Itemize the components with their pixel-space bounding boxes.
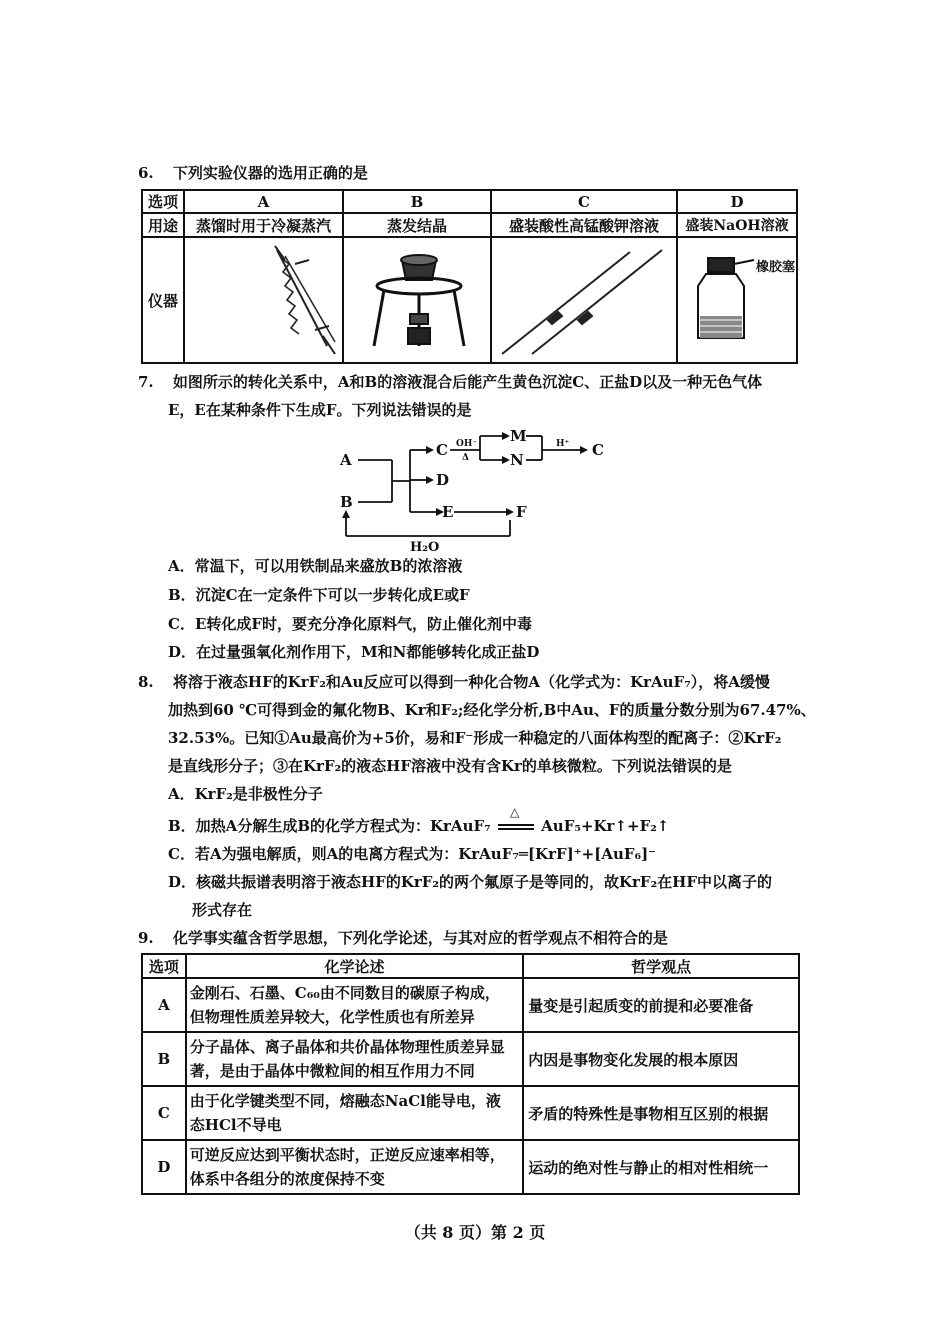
q9-header-statement: 化学论述: [186, 954, 523, 978]
q6-opt-a-usage: 蒸馏时用于冷凝蒸汽: [184, 213, 343, 237]
q9-row-b-statement: [186, 1032, 523, 1086]
q7-number: 7.: [138, 373, 154, 391]
q8-option-d2: 形式存在: [192, 901, 253, 919]
q8-line1-wrap: [138, 671, 770, 692]
q6-opt-d-image: [677, 237, 797, 363]
page-footer: （共 8 页）第 2 页: [404, 1223, 546, 1242]
q6-stem: 下列实验仪器的选用正确的是: [172, 164, 368, 182]
q7-node-m: M: [510, 427, 527, 445]
q7-node-f: F: [516, 503, 527, 521]
q9-row-d-statement-1: 可逆反应达到平衡状态时，正逆反应速率相等，: [189, 1146, 505, 1164]
q6-number: 6.: [138, 164, 154, 182]
q7-option-c: C．E转化成F时，要充分净化原料气，防止催化剂中毒: [168, 615, 533, 633]
q8-option-c: C．若A为强电解质，则A的电离方程式为：KrAuF₇═[KrF]⁺+[AuF₆]⁻: [168, 845, 657, 863]
q9-row-c-view: 矛盾的特殊性是事物相互区别的根据: [523, 1086, 799, 1140]
evaporating-dish-tripod-icon: [344, 238, 490, 358]
q7-label-oh: OH⁻: [456, 439, 478, 449]
burettes-icon: [492, 238, 676, 358]
q8-number: 8.: [138, 673, 154, 691]
q8-option-b: [168, 805, 670, 836]
q8-heat-symbol: △: [509, 805, 520, 819]
q6-stem-line: [138, 163, 368, 183]
q6-table: [141, 189, 798, 364]
q6-stopper-label: 橡胶塞: [756, 260, 796, 275]
q9-row-c-option: C: [142, 1086, 186, 1140]
q7-option-d: D．在过量强氧化剂作用下，M和N都能够转化成正盐D: [168, 643, 540, 661]
q6-opt-c-image: [491, 237, 677, 363]
q9-row-d-statement-2: 体系中各组分的浓度保持不变: [189, 1170, 385, 1188]
condenser-icon: [185, 238, 342, 358]
q7-stem1: 如图所示的转化关系中，A和B的溶液混合后能产生黄色沉淀C、正盐D以及一种无色气体: [172, 373, 763, 391]
q8-line3: 32.53%。已知①Au最高价为+5价，易和F⁻形成一种稳定的八面体构型的配离子：②KrF₂: [168, 729, 782, 747]
q9-row-d-statement: [186, 1140, 523, 1194]
q7-node-a: A: [340, 451, 352, 469]
q9-table: [141, 953, 800, 1195]
q7-stem-line1: [138, 371, 762, 392]
q7-node-c2: C: [592, 441, 604, 459]
q7-conversion-diagram: [330, 424, 620, 554]
q8-heat-arrow: [496, 805, 536, 835]
q9-row-b-statement-2: 著，是由于晶体中微粒间的相互作用力不同: [189, 1062, 475, 1080]
q6-instrument-label: 仪器: [142, 237, 184, 363]
q9-row-a-statement-2: 但物理性质差异较大，化学性质也有所差异: [189, 1008, 475, 1026]
q9-stem-line: [138, 927, 668, 948]
q7-label-water: H₂O: [410, 540, 440, 554]
q7-node-b: B: [340, 493, 353, 511]
q8-option-a: A．KrF₂是非极性分子: [168, 785, 323, 803]
q8-line1: 将溶于液态HF的KrF₂和Au反应可以得到一种化合物A（化学式为：KrAuF₇），将A缓慢: [172, 673, 770, 691]
q9-row-d-option: D: [142, 1140, 186, 1194]
q9-row-b-view: 内因是事物变化发展的根本原因: [523, 1032, 799, 1086]
q9-row-b-option: B: [142, 1032, 186, 1086]
q7-node-c: C: [436, 441, 448, 459]
q9-stem: 化学事实蕴含哲学思想，下列化学论述，与其对应的哲学观点不相符合的是: [172, 929, 668, 947]
q6-opt-c-letter: C: [491, 190, 677, 213]
q9-row-a-statement: [186, 978, 523, 1032]
q9-row-a-statement-1: 金刚石、石墨、C₆₀由不同数目的碳原子构成，: [189, 984, 500, 1002]
q6-usage-label: 用途: [142, 213, 184, 237]
q8-option-b-pre: B．加热A分解生成B的化学方程式为：KrAuF₇: [168, 817, 491, 835]
q6-opt-a-letter: A: [184, 190, 343, 213]
q8-option-d1: D．核磁共振谱表明溶于液态HF的KrF₂的两个氟原子是等同的，故KrF₂在HF中以离子的: [168, 873, 772, 891]
q6-opt-b-image: [343, 237, 491, 363]
q6-opt-b-usage: 蒸发结晶: [343, 213, 491, 237]
q7-option-a: A．常温下，可以用铁制品来盛放B的浓溶液: [168, 557, 463, 575]
q6-opt-c-usage: 盛装酸性高锰酸钾溶液: [491, 213, 677, 237]
q9-row-c-statement: [186, 1086, 523, 1140]
q6-header-label: 选项: [142, 190, 184, 213]
q7-option-b: B．沉淀C在一定条件下可以一步转化成E或F: [168, 586, 470, 604]
q8-option-b-post: AuF₅+Kr↑+F₂↑: [541, 817, 670, 835]
q9-header-option: 选项: [142, 954, 186, 978]
q6-opt-b-letter: B: [343, 190, 491, 213]
q7-node-n: N: [510, 451, 524, 469]
q7-label-h: H⁺: [556, 439, 570, 449]
q6-opt-d-letter: D: [677, 190, 797, 213]
q9-row-c-statement-2: 态HCl不导电: [189, 1116, 282, 1134]
q9-header-view: 哲学观点: [523, 954, 799, 978]
q9-row-a-view: 量变是引起质变的前提和必要准备: [523, 978, 799, 1032]
q9-row-d-view: 运动的绝对性与静止的相对性相统一: [523, 1140, 799, 1194]
q7-stem2: E，E在某种条件下生成F。下列说法错误的是: [168, 401, 472, 419]
q7-node-e: E: [442, 503, 454, 521]
q9-row-b-statement-1: 分子晶体、离子晶体和共价晶体物理性质差异显: [189, 1038, 505, 1056]
q7-node-d: D: [436, 471, 450, 489]
q9-number: 9.: [138, 929, 154, 947]
q7-label-delta: Δ: [462, 453, 469, 463]
q8-line2: 加热到60 ℃可得到金的氟化物B、Kr和F₂;经化学分析,B中Au、F的质量分数分别为67.47%、: [168, 701, 816, 719]
q6-opt-a-image: [184, 237, 343, 363]
q8-line4: 是直线形分子；③在KrF₂的液态HF溶液中没有含Kr的单核微粒。下列说法错误的是: [168, 757, 732, 775]
q9-row-c-statement-1: 由于化学键类型不同，熔融态NaCl能导电，液: [189, 1092, 501, 1110]
q6-opt-d-usage: 盛装NaOH溶液: [677, 213, 797, 237]
q9-row-a-option: A: [142, 978, 186, 1032]
